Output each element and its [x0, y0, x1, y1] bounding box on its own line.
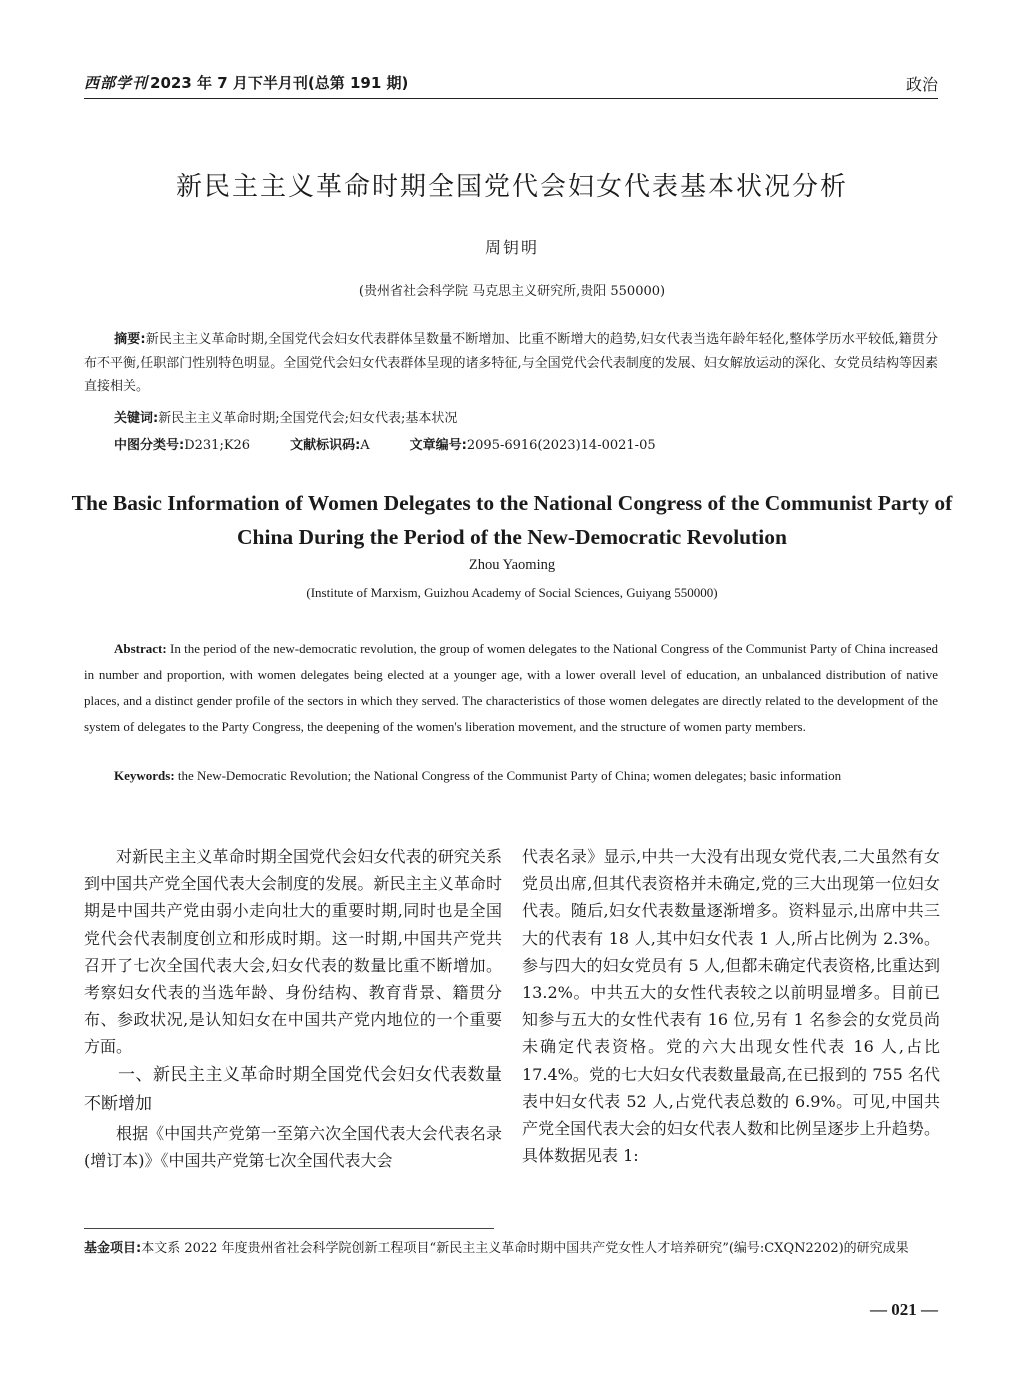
funding-text: 本文系 2022 年度贵州省社会科学院创新工程项目“新民主主义革命时期中国共产党女性人才培养研究”(编号:CXQN2202)的研究成果 [141, 1241, 909, 1256]
article-no-value: 2095-6916(2023)14-0021-05 [466, 438, 656, 453]
keywords-cn-text: 新民主主义革命时期;全国党代会;妇女代表;基本状况 [158, 411, 458, 426]
funding-footnote [84, 1236, 938, 1261]
body-paragraph-2-start: 根据《中国共产党第一至第六次全国代表大会代表名录(增订本)》《中国共产党第七次全国代表大会 [84, 1123, 502, 1170]
issue-info: 2023 年 7 月下半月刊(总第 191 期) [150, 74, 409, 92]
section-heading-1: 一、新民主主义革命时期全国党代会妇女代表数量不断增加 [84, 1064, 502, 1115]
clc-value: D231;K26 [184, 438, 251, 453]
article-no-label: 文章编号: [409, 438, 467, 453]
keywords-en-text: the New-Democratic Revolution; the National Congress of the Communist Party of China; women delegates; basic information [177, 768, 842, 783]
section-label: 政治 [905, 75, 938, 94]
clc-label: 中图分类号: [114, 438, 185, 453]
keywords-english [84, 763, 938, 789]
abstract-cn-text: 新民主主义革命时期,全国党代会妇女代表群体呈数量不断增加、比重不断增大的趋势,妇女代表当选年龄年轻化,整体学历水平较低,籍贯分布不平衡,任职部门性别特色明显。全国党代会妇女代表群体呈现的诸多特征,与全国党代会代表制度的发展、妇女解放运动的深化、女党员结构等因素直接相关。 [84, 332, 938, 394]
footnote-rule [84, 1228, 494, 1229]
header-rule [84, 98, 938, 99]
abstract-en-text: In the period of the new-democratic revolution, the group of women delegates to the National Congress of the Communist Party of China increased in number and proportion, with women delegates being elected at a younger age, with a lower overall level of education, an unbalanced distribution of native places, and a distinct gender profile of the sectors in which they served. The characteristics of those women delegates are directly related to the development of the system of delegates to the Party Congress, the deepening of the women's liberation movement, and the structure of women party members. [84, 641, 938, 734]
abstract-chinese [84, 328, 938, 399]
body-paragraph-2-continued: 代表名录》显示,中共一大没有出现女党代表,二大虽然有女党员出席,但其代表资格并未确定,党的三大出现第一位妇女代表。随后,妇女代表数量逐渐增多。资料显示,出席中共三大的代表有 18 人,其中妇女代表 1 人,所占比例为 2.3%。参与四大的妇女党员有 5 人,但都未确定代表资格,比重达到 13.2%。中共五大的女性代表较之以前明显增多。目前已知参与五大的女性代表有 16 位,另有 1 名参会的女党员尚未确定代表资格。党的六大出现女性代表 16 人,占比 17.4%。党的七大妇女代表数量最高,在已报到的 755 名代表中妇女代表 52 人,占党代表总数的 6.9%。可见,中国共产党全国代表大会的妇女代表人数和比例呈逐步上升趋势。具体数据见表 1: [522, 847, 940, 1166]
title-english: The Basic Information of Women Delegates to the National Congress of the Communist Party of China During the Period of the New-Democratic Revolution [71, 491, 953, 549]
abstract-cn-label: 摘要: [114, 332, 146, 347]
author-chinese: 周钥明 [484, 238, 539, 257]
doc-code-value: A [360, 438, 370, 453]
abstract-en-label: Abstract: [114, 641, 167, 656]
keywords-chinese [114, 407, 457, 426]
keywords-en-label: Keywords: [114, 768, 175, 783]
author-english: Zhou Yaoming [468, 557, 556, 573]
body-column-right [522, 843, 940, 1169]
classification-line [114, 434, 656, 453]
page-number: — 021 — [870, 1300, 938, 1319]
body-column-left [84, 843, 502, 1174]
journal-header [84, 72, 408, 93]
journal-logo: 西部学刊 [84, 74, 149, 92]
affiliation-english: (Institute of Marxism, Guizhou Academy of Social Sciences, Guiyang 550000) [306, 585, 718, 600]
affiliation-chinese: (贵州省社会科学院 马克思主义研究所,贵阳 550000) [358, 284, 666, 299]
title-chinese: 新民主主义革命时期全国党代会妇女代表基本状况分析 [175, 172, 848, 202]
keywords-cn-label: 关键词: [114, 411, 159, 426]
body-intro-paragraph: 对新民主主义革命时期全国党代会妇女代表的研究关系到中国共产党全国代表大会制度的发展。新民主主义革命时期是中国共产党由弱小走向壮大的重要时期,同时也是全国党代会代表制度创立和形成时期。这一时期,中国共产党共召开了七次全国代表大会,妇女代表的数量比重不断增加。考察妇女代表的当选年龄、身份结构、教育背景、籍贯分布、参政状况,是认知妇女在中国共产党内地位的一个重要方面。 [84, 847, 502, 1057]
abstract-english [84, 636, 938, 740]
doc-code-label: 文献标识码: [290, 438, 361, 453]
funding-label: 基金项目: [84, 1241, 142, 1256]
